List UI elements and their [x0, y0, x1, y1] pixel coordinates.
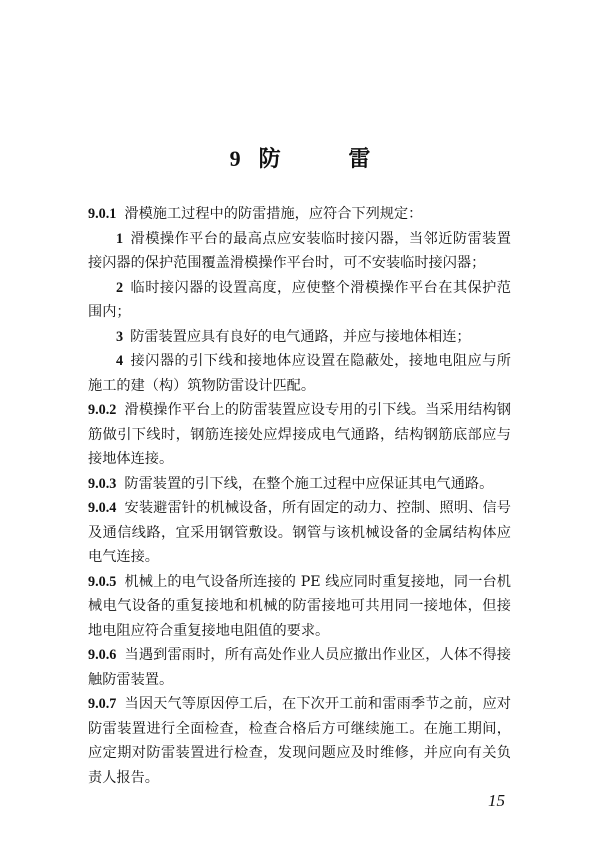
clause-text: 滑模施工过程中的防雷措施，应符合下列规定： [124, 206, 423, 222]
item-number: 2 [116, 279, 124, 296]
chapter-number: 9 [229, 146, 241, 171]
item-number: 3 [116, 328, 124, 345]
clause-number: 9.0.3 [88, 475, 117, 492]
chapter-title: 防 雷 [258, 146, 401, 172]
page-number: 15 [488, 791, 505, 810]
clause-9-0-1 [88, 202, 511, 227]
item-text: 防雷装置应具有良好的电气通路，并应与接地体相连； [130, 328, 471, 345]
clause-number: 9.0.4 [88, 500, 117, 516]
clause-number: 9.0.5 [88, 573, 117, 590]
clause-9-0-3 [88, 472, 511, 497]
clause-item [88, 227, 511, 276]
item-number: 1 [116, 230, 124, 247]
clause-text: 当因天气等原因停工后，在下次开工前和雷雨季节之前，应对防雷装置进行全面检查，检查合格后方可继续施工。在施工期间，应定期对防雷装置进行检查，发现问题应及时维修，并应向有关负责人报告。 [88, 696, 511, 786]
clause-9-0-2 [88, 398, 511, 472]
clause-number: 9.0.2 [88, 402, 117, 418]
clause-text: 机械上的电气设备所连接的 PE 线应同时重复接地，同一台机械电气设备的重复接地和机械的防雷接地可共用同一接地体，但接地电阻应符合重复接地电阻值的要求。 [88, 573, 511, 639]
clause-item [88, 325, 511, 350]
clause-text: 滑模操作平台上的防雷装置应设专用的引下线。当采用结构钢筋做引下线时，钢筋连接处应焊接成电气通路，结构钢筋底部应与接地体连接。 [88, 402, 511, 467]
clause-text: 防雷装置的引下线，在整个施工过程中应保证其电气通路。 [124, 475, 494, 492]
chapter-heading [0, 145, 600, 173]
clause-9-0-5 [88, 570, 511, 644]
clause-text: 安装避雷针的机械设备，所有固定的动力、控制、照明、信号及通信线路，宜采用钢管敷设。钢管与该机械设备的金属结构体应电气连接。 [88, 500, 511, 565]
clause-number: 9.0.1 [88, 206, 117, 222]
item-text: 滑模操作平台的最高点应安装临时接闪器，当邻近防雷装置接闪器的保护范围覆盖滑模操作平台时，可不安装临时接闪器； [88, 230, 511, 271]
clause-9-0-4 [88, 496, 511, 570]
chapter-body [88, 202, 511, 790]
clause-item [88, 276, 511, 325]
item-number: 4 [116, 353, 124, 369]
clause-number: 9.0.6 [88, 647, 117, 663]
clause-item [88, 349, 511, 398]
clause-number: 9.0.7 [88, 696, 117, 712]
item-text: 接闪器的引下线和接地体应设置在隐蔽处，接地电阻应与所施工的建（构）筑物防雷设计匹配。 [88, 353, 511, 394]
clause-9-0-6 [88, 643, 511, 692]
clause-text: 当遇到雷雨时，所有高处作业人员应撤出作业区，人体不得接触防雷装置。 [88, 647, 511, 688]
item-text: 临时接闪器的设置高度，应使整个滑模操作平台在其保护范围内； [88, 279, 511, 320]
clause-9-0-7 [88, 692, 511, 790]
